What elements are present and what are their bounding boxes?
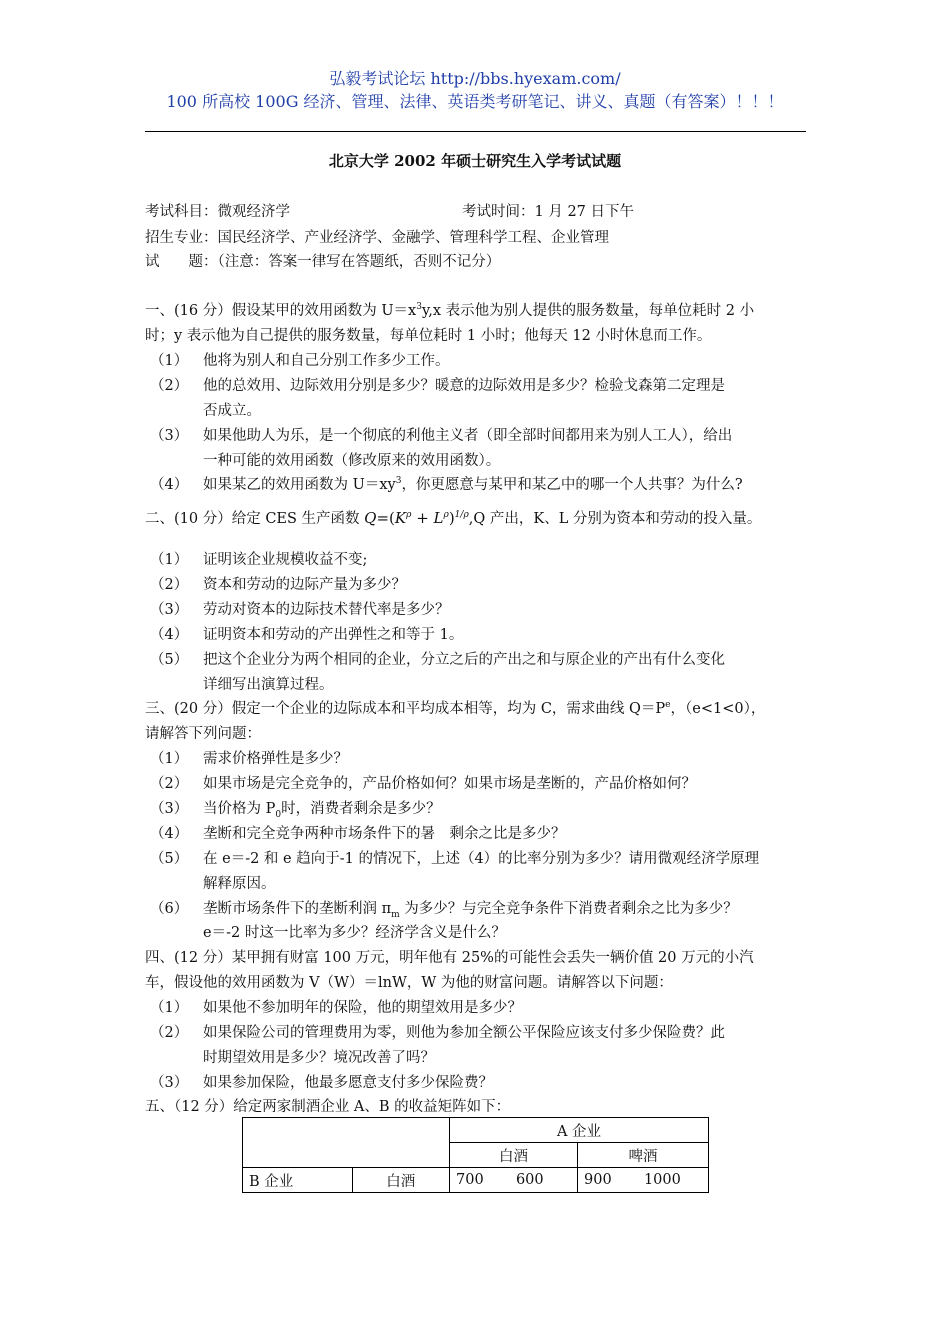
q3-item3-subscript: 0: [275, 809, 282, 820]
q2-item-text: 证明资本和劳动的产出弹性之和等于 1。: [203, 627, 464, 643]
q4-item-text-cont: 时期望效用是多少？境况改善了吗？: [203, 1050, 435, 1066]
q3-item6-part: 垄断市场条件下的垄断利润 π: [203, 901, 392, 917]
q3-item-number: （5）: [150, 851, 189, 867]
q1-item-number: （3）: [150, 428, 189, 444]
q2-item-number: （1）: [150, 552, 189, 568]
q1-item-text: 他的总效用、边际效用分别是多少？暖意的边际效用是多少？检验戈森第二定理是: [203, 378, 725, 394]
q3-item-number: （2）: [150, 776, 189, 792]
firm-b-row-baijiu: 白酒: [352, 1168, 449, 1193]
q3-item-number: （3）: [150, 801, 189, 817]
q1-item-text: [203, 473, 743, 494]
formula-q: Q: [364, 509, 377, 527]
formula-rho: ρ: [406, 510, 412, 520]
exam-majors: 招生专业：国民经济学、产业经济学、金融学、管理科学工程、企业管理: [145, 230, 609, 246]
q4-stem-line2: 车，假设他的效用函数为 V（W）＝lnW，W 为他的财富问题。请解答以下问题：: [145, 975, 673, 991]
q3-stem-line2: 请解答下列问题：: [145, 726, 261, 742]
q4-item-text: 如果他不参加明年的保险，他的期望效用是多少？: [203, 1000, 522, 1016]
q3-item-text: 在 e＝-2 和 e 趋向于-1 的情况下，上述（4）的比率分别为多少？请用微观经济学原理: [203, 851, 760, 867]
q4-item-text: 如果保险公司的管理费用为零，则他为参加全额公平保险应该支付多少保险费？此: [203, 1025, 725, 1041]
formula-close: ): [448, 509, 455, 527]
q1-item-number: （4）: [150, 477, 189, 493]
matrix-corner: [243, 1118, 450, 1168]
q2-stem-part: 二、(10 分）给定 CES 生产函数: [145, 511, 360, 527]
q1-stem-part: y,x 表示他为别人提供的服务数量，每单位耗时 2 小: [421, 303, 755, 319]
q1-item4-part: ，你更愿意与某甲和某乙中的哪一个人共事？为什么?: [401, 477, 743, 493]
payoff-value: 1000: [643, 1172, 681, 1188]
formula-one: 1: [454, 510, 461, 520]
q3-item-text-cont: e＝-2 时这一比率为多少？经济学含义是什么？: [203, 925, 506, 941]
q3-item6-part: 为多少？与完全竞争条件下消费者剩余之比为多少？: [399, 901, 738, 917]
q3-item3-part: 时，消费者剩余是多少？: [281, 801, 441, 817]
q4-stem: 四、(12 分）某甲拥有财富 100 万元，明年他有 25%的可能性会丢失一辆价值 20 万元的小汽: [145, 950, 754, 966]
q1-item-text-cont: 一种可能的效用函数（修改原来的效用函数）。: [203, 453, 501, 469]
q1-item4-part: 如果某乙的效用函数为 U＝xy: [203, 477, 396, 493]
q3-item3-part: 当价格为 P: [203, 801, 276, 817]
q2-item-number: （3）: [150, 602, 189, 618]
payoff-value: 600: [515, 1172, 544, 1188]
exam-title: 北京大学 2002 年硕士研究生入学考试试题: [328, 152, 622, 170]
q2-item-text: 劳动对资本的边际技术替代率是多少？: [203, 602, 450, 618]
q3-item-text: 垄断和完全竞争两种市场条件下的暑 剩余之比是多少？: [203, 826, 566, 842]
q1-item4-exponent: 3: [395, 476, 402, 487]
formula-slash: /: [460, 510, 464, 520]
exam-note: [145, 250, 500, 271]
q3-item-text: 需求价格弹性是多少？: [203, 751, 348, 767]
payoff-matrix: [242, 1117, 709, 1193]
q1-item-number: （1）: [150, 353, 189, 369]
q3-stem-part: 三、(20 分）假定一个企业的边际成本和平均成本相等，均为 C，需求曲线 Q＝P: [145, 701, 666, 717]
q3-stem-exponent: e: [665, 700, 671, 711]
q4-item-number: （1）: [150, 1000, 189, 1016]
q3-item-text: 如果市场是完全竞争的，产品价格如何？如果市场是垄断的，产品价格如何？: [203, 776, 696, 792]
formula-rho: ρ: [443, 510, 449, 520]
formula-l: L: [433, 509, 444, 527]
q1-item-text: 如果他助人为乐，是一个彻底的利他主义者（即全部时间都用来为别人工人），给出: [203, 428, 733, 444]
firm-b-label: B 企业: [243, 1168, 353, 1193]
formula-eq: =(: [376, 509, 395, 527]
q2-item-number: （5）: [150, 652, 189, 668]
formula-rho: ρ: [463, 510, 469, 520]
q2-stem-part: ,Q 产出，K、L 分别为资本和劳动的投入量。: [468, 511, 762, 527]
exam-time: 考试时间：1 月 27 日下午: [462, 204, 635, 220]
q2-item-text: 把这个企业分为两个相同的企业，分立之后的产出之和与原企业的产出有什么变化: [203, 652, 725, 668]
q3-item-text: [203, 797, 441, 820]
exam-note-text: （注意：答案一律写在答题纸，否则不记分）: [217, 254, 501, 270]
q2-item-text-cont: 详细写出演算过程。: [203, 677, 334, 693]
q1-item-text: 他将为别人和自己分别工作多少工作。: [203, 353, 450, 369]
q5-stem: 五、（12 分）给定两家制酒企业 A、B 的收益矩阵如下：: [145, 1099, 511, 1115]
q3-item6-subscript: m: [391, 909, 400, 920]
q1-stem: [145, 299, 754, 320]
q4-item-number: （3）: [150, 1075, 189, 1091]
q3-stem: [145, 697, 765, 718]
q1-stem-part: 一、(16 分）假设某甲的效用函数为 U＝x: [145, 303, 417, 319]
q1-stem-line2: 时；y 表示他为自己提供的服务数量，每单位耗时 1 小时；他每天 12 小时休息而工作。: [145, 328, 712, 344]
payoff-value: 700: [456, 1172, 484, 1188]
q2-item-number: （2）: [150, 577, 189, 593]
promo-header-line: 100 所高校 100G 经济、管理、法律、英语类考研笔记、讲义、真题（有答案）！！！: [166, 92, 784, 111]
q2-item-text: 资本和劳动的边际产量为多少？: [203, 577, 406, 593]
q1-item-number: （2）: [150, 378, 189, 394]
forum-header-line: 弘毅考试论坛 http://bbs.hyexam.com/: [329, 69, 621, 88]
q4-item-text: 如果参加保险，他最多愿意支付多少保险费？: [203, 1075, 493, 1091]
q4-item-number: （2）: [150, 1025, 189, 1041]
ces-formula: [364, 509, 469, 527]
q3-item-number: （4）: [150, 826, 189, 842]
formula-plus: +: [416, 509, 429, 527]
formula-k: K: [394, 509, 407, 527]
q2-item-text: 证明该企业规模收益不变;: [203, 552, 368, 568]
q3-item-text: [203, 897, 738, 920]
q3-item-number: （6）: [150, 901, 189, 917]
payoff-cell: [578, 1168, 709, 1193]
payoff-cell: [450, 1168, 578, 1193]
q3-item-text-cont: 解释原因。: [203, 876, 276, 892]
header-divider: [145, 131, 806, 132]
q2-stem: [145, 507, 761, 528]
q1-stem-exponent: 3: [416, 302, 422, 313]
q3-item-number: （1）: [150, 751, 189, 767]
q2-item-number: （4）: [150, 627, 189, 643]
firm-a-col-beer: 啤酒: [578, 1143, 709, 1168]
payoff-value: 900: [584, 1172, 612, 1188]
q3-stem-part: ，（e<1<0），: [670, 701, 766, 717]
q1-item-text-cont: 否成立。: [203, 403, 261, 419]
firm-a-col-baijiu: 白酒: [450, 1143, 578, 1168]
firm-a-header: A 企业: [450, 1118, 709, 1143]
exam-note-label: 试 题：: [145, 254, 218, 270]
exam-subject: 考试科目：微观经济学: [145, 204, 290, 220]
